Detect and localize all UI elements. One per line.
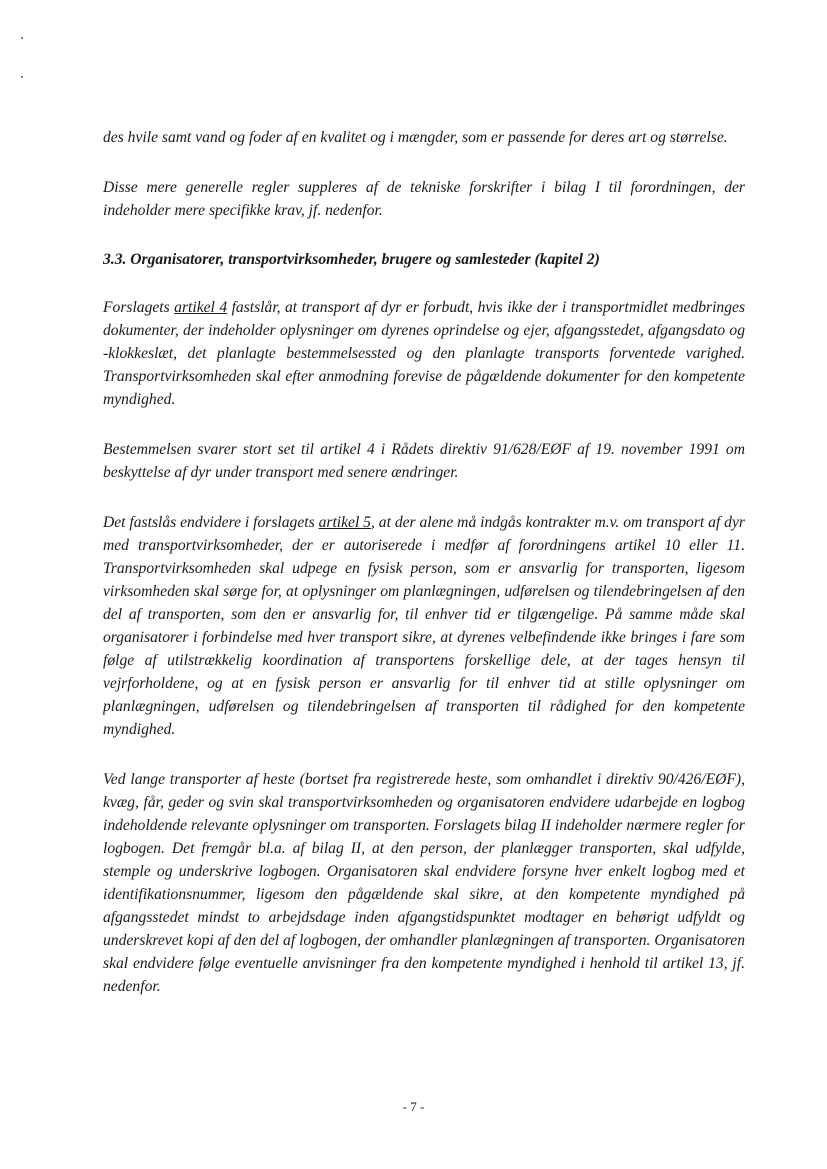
paragraph-3 <box>103 296 745 411</box>
paragraph-5-text: , at der alene må indgås kontrakter m.v. om transport af dyr med transportvirksomheder, der er autoriserede i medfør af forordningens artikel 10 eller 11. Transportvirksomheden skal udpege en fysisk person, som er ansvarlig for transporten, ligesom virksomheden skal sørge for, at oplysninger om planlægningen, udførelsen og tilendebringelsen af den del af transporten, som den er ansvarlig for, til enhver tid er tilgængelige. På samme måde skal organisatorer i forbindelse med hver transport sikre, at dyrenes velbefindende ikke bringes i fare som følge af utilstrækkelig koordination af transportens forskellige dele, at der tages hensyn til vejrforholdene, og at en fysisk person er ansvarlig for til enhver tid at stille oplysninger om planlægningen, udførelsen og tilendebringelsen af transporten til rådighed for den kompetente myndighed. <box>103 514 745 738</box>
paragraph-6: Ved lange transporter af heste (bortset fra registrerede heste, som omhandlet i direktiv 90/426/EØF), kvæg, får, geder og svin skal transportvirksomheden og organisatoren endvidere udarbejde en logbog indeholdende relevante oplysninger om transporten. Forslagets bilag II indeholder nærmere regler for logbogen. Det fremgår bl.a. af bilag II, at den person, der planlægger transporten, skal udfylde, stemple og underskrive logbogen. Organisatoren skal endvidere forsyne hver enkelt logbog med et identifikationsnummer, ligesom den pågældende skal sikre, at den kompetente myndighed på afgangsstedet mindst to arbejdsdage inden afgangstidspunktet modtager en behørigt udfyldt og underskrevet kopi af den del af logbogen, der omhandler planlægningen af transporten. Organisatoren skal endvidere følge eventuelle anvisninger fra den kompetente myndighed i henhold til artikel 13, jf. nedenfor. <box>103 771 745 995</box>
paragraph-4: Bestemmelsen svarer stort set til artikel 4 i Rådets direktiv 91/628/EØF af 19. november 1991 om beskyttelse af dyr under transport med senere ændringer. <box>103 441 745 481</box>
paragraph-3-text: fastslår, at transport af dyr er forbudt, hvis ikke der i transportmidlet medbringes dokumenter, der indeholder oplysninger om dyrenes oprindelse og ejer, afgangsstedet, afgangsdato og -klokkeslæt, det planlagte bestemmelsessted og den planlagte transports forventede varighed. Transportvirksomheden skal efter anmodning forevise de pågældende dokumenter for den kompetente myndighed. <box>103 299 746 408</box>
scan-speck <box>21 76 23 78</box>
document-body <box>103 120 745 998</box>
paragraph-5-lead: Det fastslås endvidere i forslagets <box>103 514 319 531</box>
paragraph-1: des hvile samt vand og foder af en kvalitet og i mængder, som er passende for deres art og størrelse. <box>103 129 728 146</box>
paragraph-3-lead: Forslagets <box>103 299 175 316</box>
page-number: - 7 - <box>402 1099 425 1114</box>
paragraph-2: Disse mere generelle regler suppleres af de tekniske forskrifter i bilag I til forordningen, der indeholder mere specifikke krav, jf. nedenfor. <box>103 179 745 219</box>
paragraph-5 <box>103 511 745 741</box>
scan-speck <box>21 37 23 39</box>
article-4-link[interactable]: artikel 4 <box>174 299 228 316</box>
section-heading: 3.3. Organisatorer, transportvirksomheder, brugere og samlesteder (kapitel 2) <box>103 251 600 268</box>
article-5-link[interactable]: artikel 5 <box>318 514 371 531</box>
